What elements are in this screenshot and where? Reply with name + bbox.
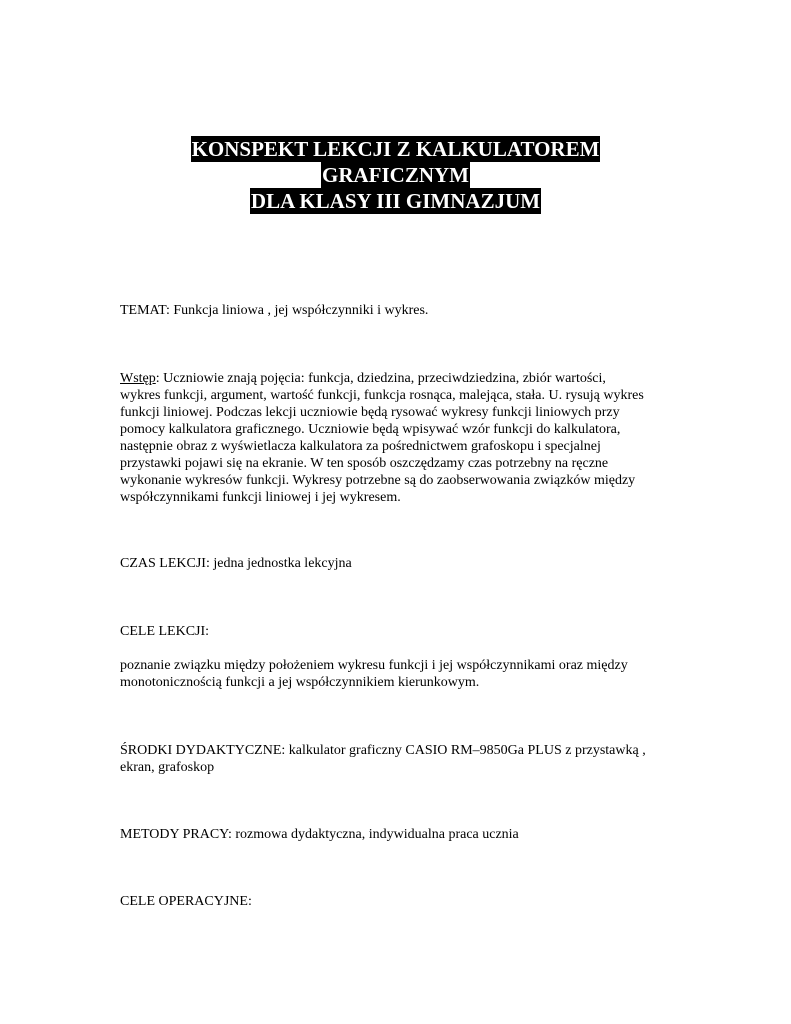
work-methods-text: METODY PRACY: rozmowa dydaktyczna, indywidualna praca ucznia — [120, 827, 519, 842]
introduction-line-6: przystawki pojawi się na ekranie. W ten sposób oszczędzamy czas potrzebny na ręczne — [120, 456, 609, 471]
lesson-goals-heading-text: CELE LEKCJI: — [120, 624, 210, 639]
operational-goals-heading — [120, 893, 680, 910]
introduction-line-1-text: : Uczniowie znają pojęcia: funkcja, dziedzina, przeciwdziedzina, zbiór wartości, — [155, 371, 606, 386]
title-line-1: KONSPEKT LEKCJI Z KALKULATOREM — [191, 137, 600, 161]
introduction-line-7: wykonanie wykresów funkcji. Wykresy potrzebne są do zaobserwowania związków między — [120, 473, 636, 488]
lesson-goals-heading — [120, 623, 680, 640]
lesson-goals-line-2: monotonicznością funkcji a jej współczynnikiem kierunkowym. — [120, 675, 480, 690]
introduction-line-2: wykres funkcji, argument, wartość funkcji, funkcja rosnąca, malejąca, stała. U. rysują wykres — [120, 388, 644, 403]
lesson-time-text: CZAS LEKCJI: jedna jednostka lekcyjna — [120, 556, 352, 571]
introduction-paragraph — [120, 370, 680, 506]
introduction-line-4: pomocy kalkulatora graficznego. Uczniowie będą wpisywać wzór funkcji do kalkulatora, — [120, 422, 621, 437]
title-line-3: DLA KLASY III GIMNAZJUM — [250, 189, 541, 213]
lesson-goals-paragraph — [120, 657, 680, 691]
topic-text: TEMAT: Funkcja liniowa , jej współczynniki i wykres. — [120, 303, 429, 318]
introduction-line-1 — [120, 370, 680, 387]
document-title — [0, 136, 791, 214]
lesson-time-paragraph — [120, 555, 680, 572]
introduction-line-8: współczynnikami funkcji liniowej i jej wykresem. — [120, 490, 401, 505]
introduction-label: Wstęp — [120, 371, 156, 386]
lesson-goals-line-1: poznanie związku między położeniem wykresu funkcji i jej współczynnikami oraz między — [120, 658, 628, 673]
topic-paragraph — [120, 302, 680, 319]
operational-goals-heading-text: CELE OPERACYJNE: — [120, 894, 252, 909]
title-line-2: GRAFICZNYM — [322, 163, 469, 187]
teaching-aids-line-2: ekran, grafoskop — [120, 760, 215, 775]
teaching-aids-paragraph — [120, 742, 680, 776]
teaching-aids-line-1: ŚRODKI DYDAKTYCZNE: kalkulator graficzny CASIO RM–9850Ga PLUS z przystawką , — [120, 743, 646, 758]
introduction-line-5: następnie obraz z wyświetlacza kalkulatora za pośrednictwem grafoskopu i specjalnej — [120, 439, 601, 454]
work-methods-paragraph — [120, 826, 680, 843]
introduction-line-3: funkcji liniowej. Podczas lekcji uczniowie będą rysować wykresy funkcji liniowych przy — [120, 405, 620, 420]
